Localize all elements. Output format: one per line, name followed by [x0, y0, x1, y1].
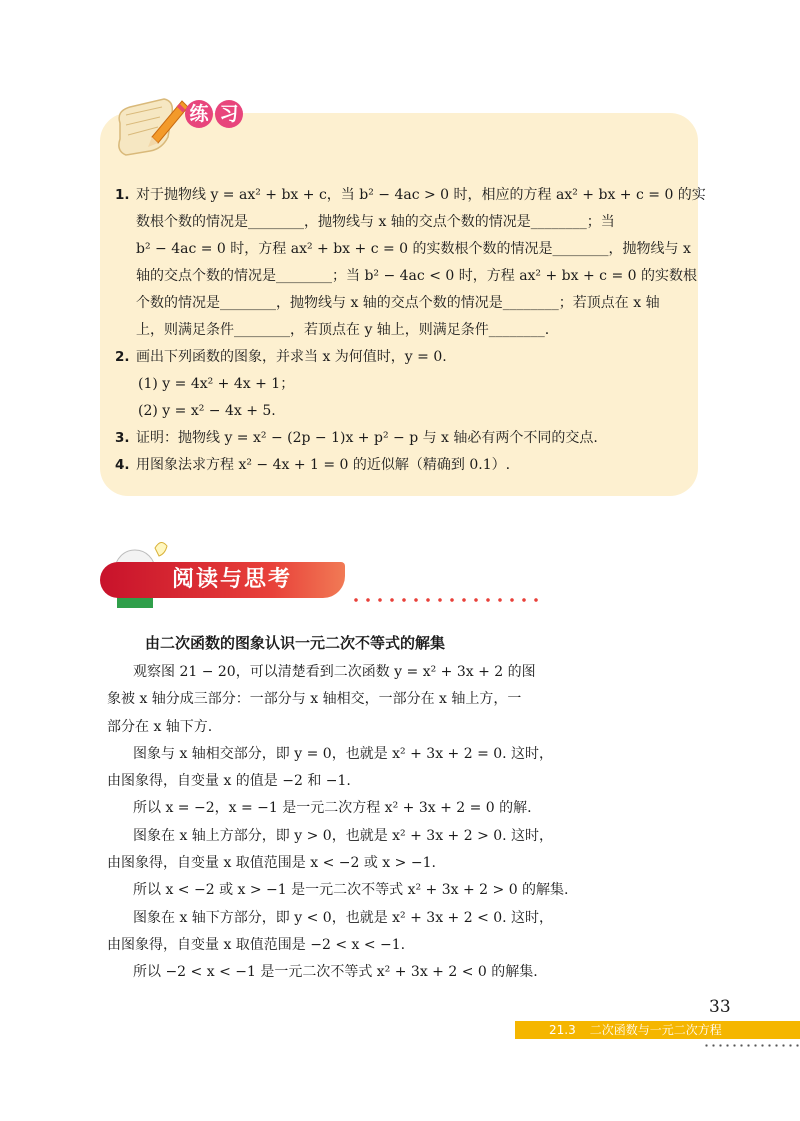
dotted-divider [350, 598, 545, 602]
reading-line: 所以 x = −2，x = −1 是一元二次方程 x² + 3x + 2 = 0 的解. [133, 800, 532, 817]
exercise-line: 证明：抛物线 y = x² − (2p − 1)x + p² − p 与 x 轴必有两个不同的交点. [136, 430, 598, 446]
exercise-line: b² − 4ac = 0 时，方程 ax² + bx + c = 0 的实数根个数的情况是________，抛物线与 x [136, 241, 691, 257]
exercise-line: 数根个数的情况是________，抛物线与 x 轴的交点个数的情况是________；当 [136, 214, 615, 230]
reading-line: 由图象得，自变量 x 取值范围是 −2 < x < −1. [107, 936, 406, 953]
reading-line: 图象在 x 轴下方部分，即 y < 0，也就是 x² + 3x + 2 < 0. 这时， [133, 909, 554, 926]
section-footer-bar [515, 1021, 800, 1039]
exercise-item-4 [115, 452, 690, 479]
exercise-number: 1. [115, 187, 130, 203]
exercise-list [115, 182, 706, 479]
reading-line: 图象与 x 轴相交部分，即 y = 0，也就是 x² + 3x + 2 = 0. 这时， [133, 745, 554, 762]
exercise-item-2 [115, 344, 690, 425]
reading-line: 象被 x 轴分成三部分：一部分与 x 轴相交，一部分在 x 轴上方，一 [107, 691, 522, 708]
exercise-title [185, 100, 243, 130]
exercise-line: 用图象法求方程 x² − 4x + 1 = 0 的近似解（精确到 0.1）. [136, 457, 511, 473]
exercise-number: 4. [115, 457, 130, 473]
reading-line: 所以 x < −2 或 x > −1 是一元二次不等式 x² + 3x + 2 > 0 的解集. [133, 882, 569, 899]
exercise-line: 个数的情况是________，抛物线与 x 轴的交点个数的情况是________；若顶点在 x 轴 [136, 295, 660, 311]
reading-line: 由图象得，自变量 x 取值范围是 x < −2 或 x > −1. [107, 855, 436, 872]
reading-body [107, 659, 569, 987]
exercise-number: 2. [115, 349, 130, 365]
exercise-item-1 [115, 182, 706, 344]
exercise-number: 3. [115, 430, 130, 446]
footer-dotted-line [703, 1044, 800, 1047]
exercise-line: 上，则满足条件________，若顶点在 y 轴上，则满足条件________. [136, 322, 550, 338]
section-title: 二次函数与一元二次方程 [589, 1023, 722, 1037]
exercise-title-char: 练 [185, 100, 213, 128]
exercise-line: 对于抛物线 y = ax² + bx + c，当 b² − 4ac > 0 时，相应的方程 ax² + bx + c = 0 的实 [136, 187, 706, 203]
section-number: 21.3 [549, 1023, 576, 1037]
reading-line: 图象在 x 轴上方部分，即 y > 0，也就是 x² + 3x + 2 > 0. 这时， [133, 827, 554, 844]
reading-line: 由图象得，自变量 x 的值是 −2 和 −1. [107, 773, 351, 790]
page-number: 33 [709, 997, 731, 1017]
reading-header-title: 阅读与思考 [172, 567, 293, 592]
exercise-line: 轴的交点个数的情况是________；当 b² − 4ac < 0 时，方程 ax² + bx + c = 0 的实数根 [136, 268, 697, 284]
exercise-subitem: (2) y = x² − 4x + 5. [138, 403, 276, 419]
exercise-title-char: 习 [215, 100, 243, 128]
reading-line: 观察图 21 − 20，可以清楚看到二次函数 y = x² + 3x + 2 的图 [133, 664, 536, 680]
exercise-subitem: (1) y = 4x² + 4x + 1； [138, 376, 295, 392]
exercise-line: 画出下列函数的图象，并求当 x 为何值时，y = 0. [136, 349, 447, 365]
reading-title: 由二次函数的图象认识一元二次不等式的解集 [145, 634, 446, 652]
reading-line: 所以 −2 < x < −1 是一元二次不等式 x² + 3x + 2 < 0 的解集. [133, 964, 538, 981]
exercise-item-3 [115, 425, 690, 452]
reading-line: 部分在 x 轴下方. [107, 718, 213, 735]
scroll-pencil-icon [112, 93, 192, 163]
